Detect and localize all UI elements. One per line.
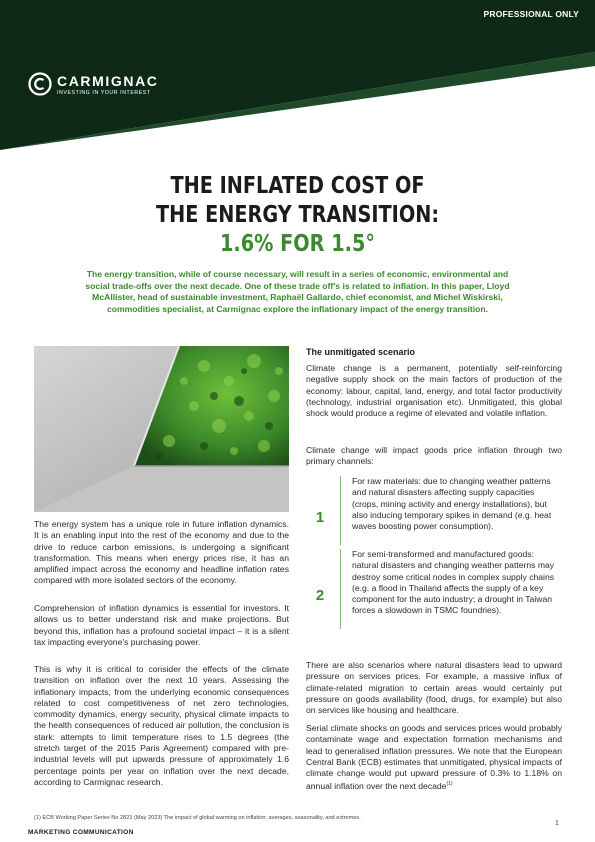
right-paragraph-4	[306, 723, 562, 793]
footnote: (1) ECB Working Paper Series No 2821 (May 2023) The impact of global warming on inflation: averages, seasonality, and extremes.	[34, 815, 361, 821]
left-paragraph-3: This is why it is critical to consider the effects of the climate transition on inflation over the next 10 years. Assessing the inflationary impacts, from the underlying economic consequences related to cost competitiveness of net zero technologies, commodity dynamics, energy security, physical climate impacts to the health consequences of reduced air pollution, the conclusion is stark: attempts to limit temperature rises to 1.5 degrees (the stretch target of the 2015 Paris Agreement) compared with pre-industrial levels will put upwards pressure of approximately 1.6 percentage points per year on inflation over the next decade, according to Carmignac research.	[34, 664, 289, 787]
logo-tagline: INVESTING IN YOUR INTEREST	[57, 90, 151, 96]
page-number: 1	[555, 820, 559, 827]
list-divider	[340, 476, 341, 545]
green-wall-photo	[34, 346, 289, 512]
logo-name: CARMIGNAC	[57, 73, 159, 89]
title-line-3: 1.6% FOR 1.5°	[219, 229, 376, 257]
title-line-2: THE ENERGY TRANSITION:	[155, 200, 440, 228]
right-paragraph-3: There are also scenarios where natural disasters lead to upward pressure on services prices. For example, a massive influx of climate-related migration to certain areas would certainly put pressure on goods availability (food, drugs, for example) but also on services like housing and healthcare.	[306, 660, 562, 716]
right-paragraph-4-text: Serial climate shocks on goods and services prices would probably contaminate wage and expectation formation mechanisms and lead to generalised inflation pressures. We note that the European Central Bank (ECB) estimates that unmitigated, physical impacts of climate change would put upward pressure of 0.3% to 1.18% on annual inflation over the next decade	[306, 723, 562, 792]
title-line-1: THE INFLATED COST OF	[170, 171, 425, 199]
list-number-2: 2	[315, 587, 325, 604]
professional-only-label: PROFESSIONAL ONLY	[483, 9, 579, 19]
right-paragraph-1: Climate change is a permanent, potentially self-reinforcing negative supply shock on the main factors of production of the economy: labour, capital, land, energy, and total factor productivity (technology, industrial organisation etc). Unmitigated, this global shock would produce a regime of elevated and volatile inflation.	[306, 363, 562, 419]
left-paragraph-1: The energy system has a unique role in future inflation dynamics. It is an enabling input into the rest of the economy and due to the drive to reduce carbon emissions, is undergoing a significant transformation. This means when energy prices rise, it has an amplified impact across the economy and headline inflation rates compared with more isolated sectors of the economy.	[34, 519, 289, 586]
left-paragraph-2: Comprehension of inflation dynamics is essential for investors. It allows us to better understand risk and make projections. But beyond this, inflation has a profound societal impact – it is a silent tax impacting everyone's purchasing power.	[34, 603, 289, 647]
list-divider	[340, 549, 341, 629]
list-item-2: For semi-transformed and manufactured goods: natural disasters and changing weather patterns may destroy some critical nodes in complex supply chains (e.g. a flood in Thailand affects the supply of a key component for the auto industry; a drought in Taiwan forces a slowdown in TSMC foundries).	[352, 549, 555, 616]
intro-paragraph: The energy transition, while of course necessary, will result in a series of economic, environmental and social trade-offs over the next decade. One of these trade off's is related to inflation. In this paper, Lloyd McAllister, head of sustainable investment, Raphaël Gallardo, chief economist, and Michel Wiskirski, commodities specialist, at Carmignac explore the inflationary impact of the energy transition.	[85, 269, 510, 314]
marketing-communication-label: MARKETING COMMUNICATION	[28, 829, 134, 836]
right-paragraph-2: Climate change will impact goods price inflation through two primary channels:	[306, 445, 562, 467]
section-heading: The unmitigated scenario	[306, 347, 416, 357]
list-number-1: 1	[315, 509, 325, 526]
footnote-ref: (1)	[446, 781, 453, 788]
carmignac-logo-icon	[28, 72, 52, 96]
list-item-1: For raw materials: due to changing weather patterns and natural disasters affecting supply capacities (crops, mining activity and energy installations), but also inducing temporary spikes in demand (e.g. heat waves boosting power consumption).	[352, 476, 552, 532]
